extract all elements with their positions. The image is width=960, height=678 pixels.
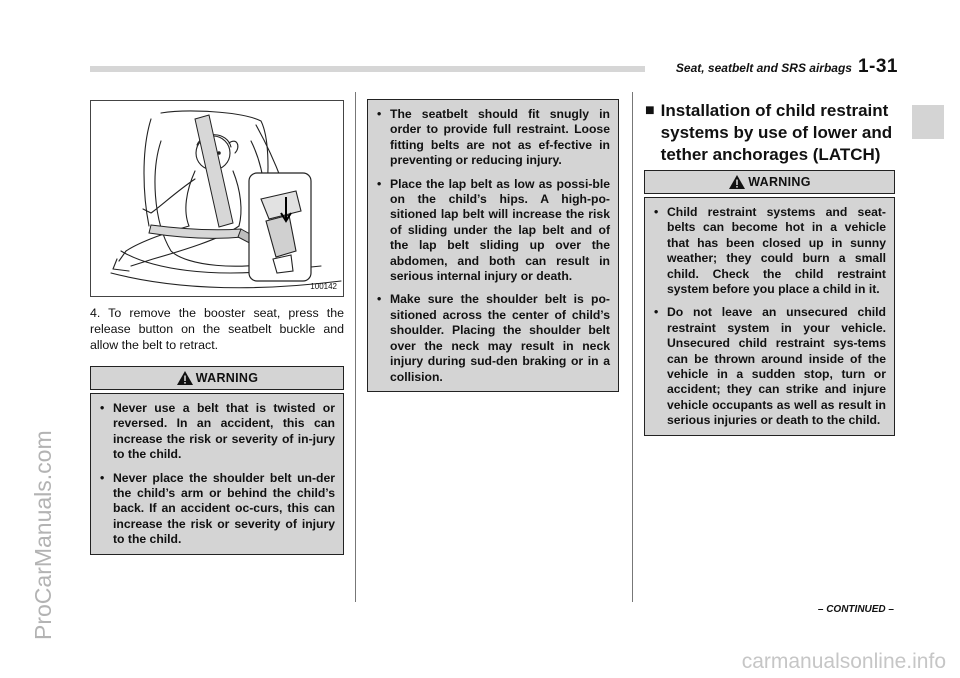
running-header: [676, 56, 898, 78]
warning-item: • Place the lap belt as low as possi-ble on the child’s hips. A high-po-sitioned lap belt will increase the risk of sliding under the lap belt and of the lap belt sliding up over the abdomen, and both can result in serious internal injury or death.: [376, 177, 610, 285]
warning-triangle-icon: [176, 370, 194, 386]
warning-header-left: [90, 366, 344, 390]
warning-item: • Do not leave an unsecured child restraint system in your vehicle. Unsecured child restraint sys-tems can be thrown around inside of the vehicle in a sudden stop, turn or accident; they can strike and injure vehicle occupants as well as result in serious injuries or death to the child.: [653, 305, 886, 428]
chapter-tab: [912, 105, 944, 139]
section-heading: [645, 100, 900, 166]
booster-seat-drawing: [91, 101, 344, 297]
warning-box-left: [90, 393, 344, 555]
warning-triangle-icon: [728, 174, 746, 190]
column-divider-1: [355, 92, 356, 602]
warning-item: • Make sure the shoulder belt is po-sitioned across the center of child’s shoulder. Placing the shoulder belt over the neck may result in neck injury during sud-den braking or in a collision.: [376, 292, 610, 384]
instruction-paragraph: 4. To remove the booster seat, press the release button on the seatbelt buckle and allow the belt to retract.: [90, 306, 344, 352]
continued-label: – CONTINUED –: [817, 604, 894, 615]
warning-item: • Never use a belt that is twisted or reversed. In an accident, this can increase the risk or severity of in-jury to the child.: [99, 401, 335, 463]
warning-item: • The seatbelt should fit snugly in order to provide full restraint. Loose fitting belts are not as ef-fective in preventing or reducing injury.: [376, 107, 610, 169]
warning-box-right: [644, 197, 895, 436]
warning-box-middle: [367, 99, 619, 392]
watermark-bottom: carmanualsonline.info: [741, 650, 946, 673]
figure-id: 100142: [310, 282, 337, 291]
header-section-title: Seat, seatbelt and SRS airbags: [675, 61, 852, 75]
column-divider-2: [632, 92, 633, 602]
warning-title-right: WARNING: [748, 175, 811, 189]
warning-item: • Never place the shoulder belt un-der the child’s arm or behind the child’s back. If an accident oc-curs, this can increase the risk or severity of injury to the child.: [99, 471, 335, 548]
section-square-icon: ■: [645, 102, 655, 119]
warning-header-right: [644, 170, 895, 194]
watermark-left: ProCarManuals.com: [30, 430, 56, 640]
page-number: 1-31: [857, 56, 898, 77]
section-title: Installation of child restraint systems by use of lower and tether anchorages (LATCH): [660, 101, 893, 164]
warning-title-left: WARNING: [195, 371, 259, 385]
warning-item: • Child restraint systems and seat-belts can become hot in a vehicle that has been closed up in sunny weather; they could burn a small child. Check the child restraint system before you place a child in it.: [653, 205, 886, 297]
header-rule: [90, 66, 645, 72]
booster-seat-illustration: [90, 100, 344, 297]
